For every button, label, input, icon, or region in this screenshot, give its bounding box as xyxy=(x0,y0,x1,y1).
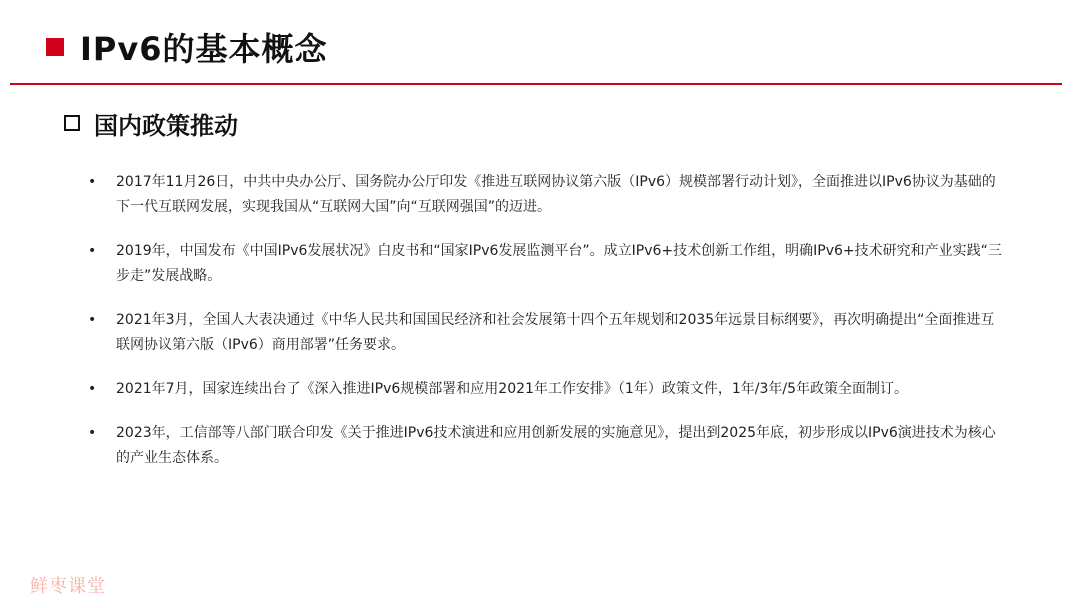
title-divider xyxy=(10,83,1062,85)
list-item xyxy=(84,170,1004,220)
bullet-dot-icon: • xyxy=(88,243,97,259)
list-item-text: 2019年，中国发布《中国IPv6发展状况》白皮书和“国家IPv6发展监测平台”。成立IPv6+技术创新工作组，明确IPv6+技术研究和产业实践“三步走”发展战略。 xyxy=(116,243,1002,284)
list-item xyxy=(84,377,1004,402)
section-heading: 国内政策推动 xyxy=(94,111,238,140)
bullet-dot-icon: • xyxy=(88,381,97,397)
bullet-dot-icon: • xyxy=(88,174,97,190)
list-item xyxy=(84,308,1004,358)
list-item-text: 2021年3月，全国人大表决通过《中华人民共和国国民经济和社会发展第十四个五年规划和2035年远景目标纲要》，再次明确提出“全面推进互联网协议第六版（IPv6）商用部署”任务要求。 xyxy=(116,312,995,353)
page-title: IPv6的基本概念 xyxy=(80,30,328,68)
section-heading-row xyxy=(64,106,238,140)
list-item-text: 2021年7月，国家连续出台了《深入推进IPv6规模部署和应用2021年工作安排》（1年）政策文件，1年/3年/5年政策全面制订。 xyxy=(116,381,908,397)
square-bullet-icon xyxy=(64,115,80,131)
list-item xyxy=(84,421,1004,471)
title-marker-square xyxy=(46,38,64,56)
list-item-text: 2023年，工信部等八部门联合印发《关于推进IPv6技术演进和应用创新发展的实施意见》，提出到2025年底，初步形成以IPv6演进技术为核心的产业生态体系。 xyxy=(116,425,996,466)
watermark-logo: 鲜枣课堂 xyxy=(30,576,106,597)
title-bar xyxy=(46,22,328,72)
list-item-text: 2017年11月26日，中共中央办公厅、国务院办公厅印发《推进互联网协议第六版（IPv6）规模部署行动计划》，全面推进以IPv6协议为基础的下一代互联网发展，实现我国从“互联网大国”向“互联网强国”的迈进。 xyxy=(116,174,996,215)
policy-list xyxy=(84,170,1004,490)
list-item xyxy=(84,239,1004,289)
bullet-dot-icon: • xyxy=(88,312,97,328)
bullet-dot-icon: • xyxy=(88,425,97,441)
